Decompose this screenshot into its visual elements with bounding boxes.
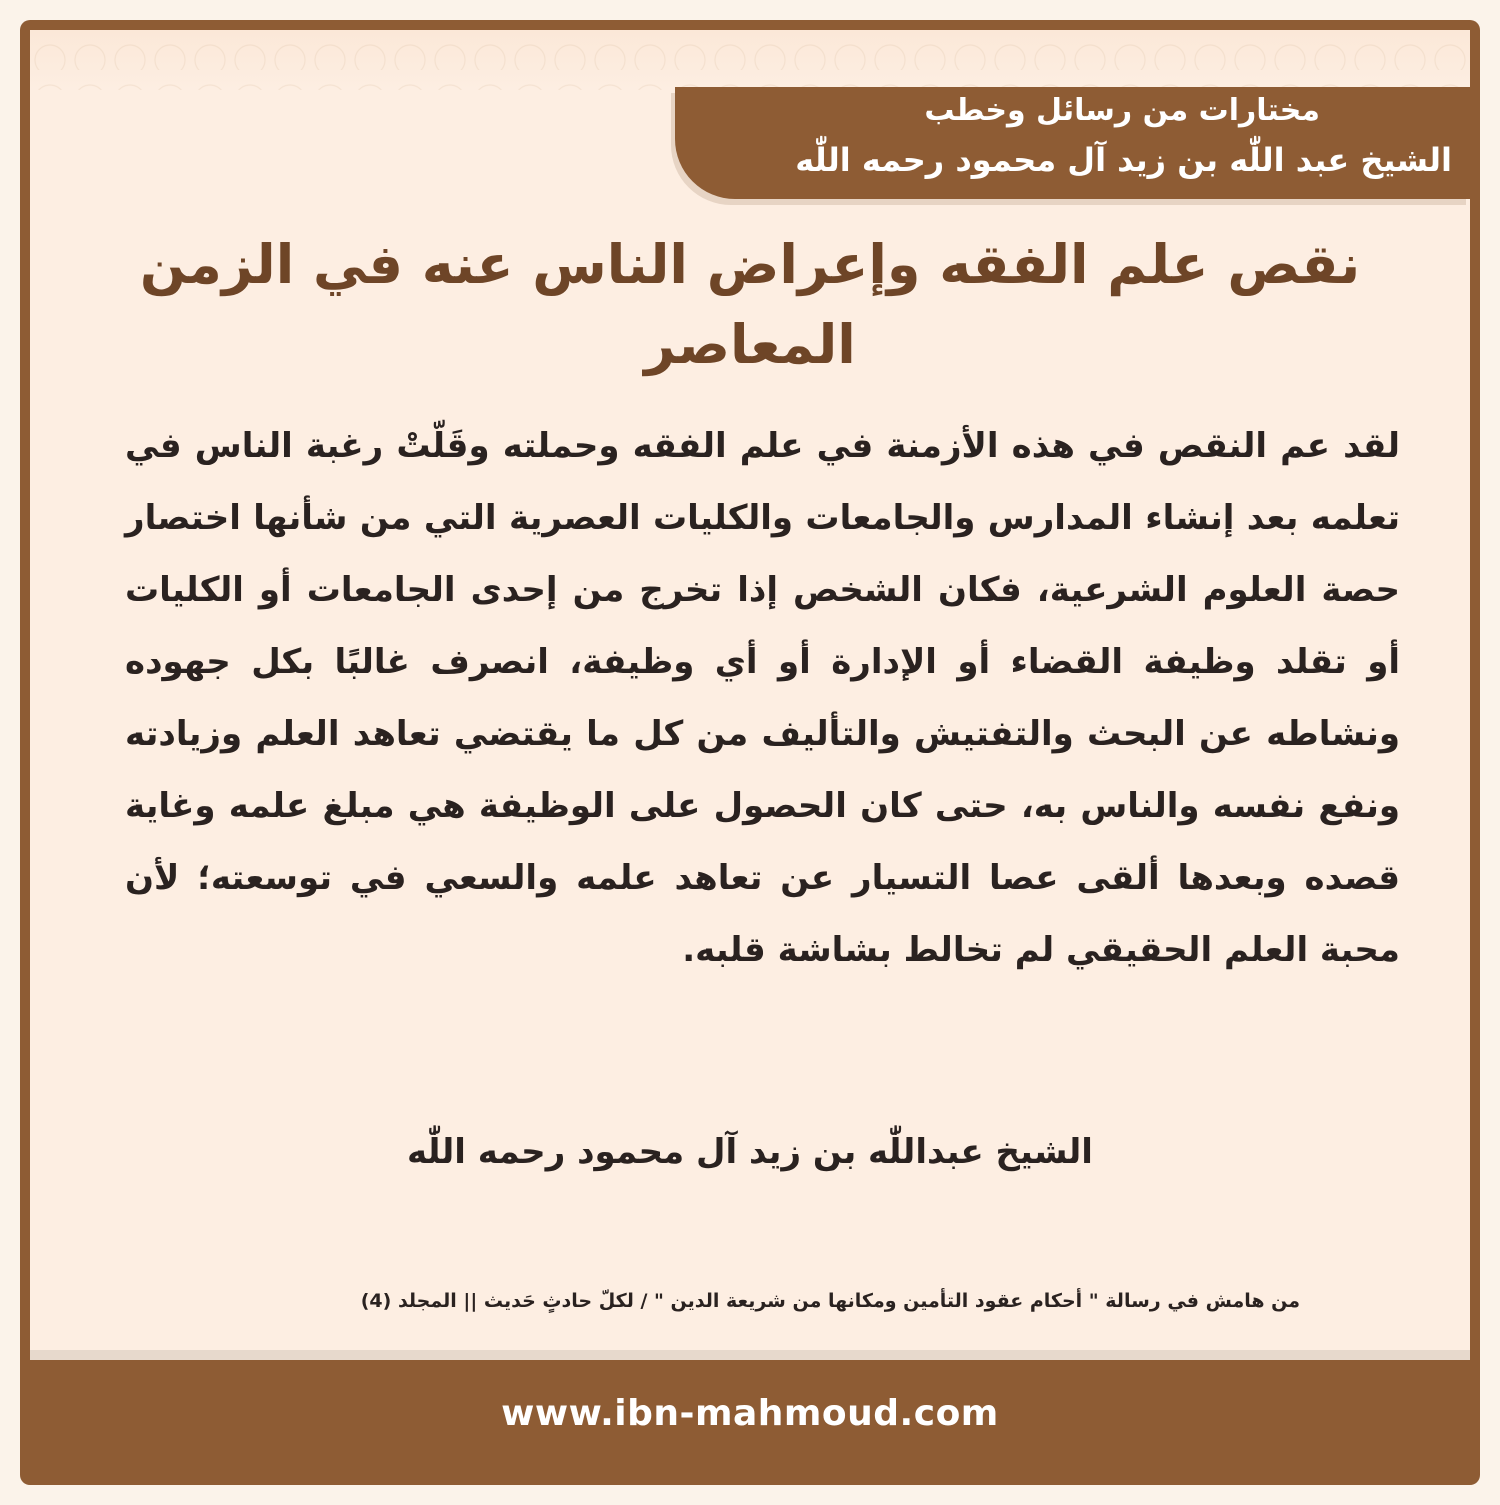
article-author: الشيخ عبداللّٰه بن زيد آل محمود رحمه اللّٰه xyxy=(407,1132,1093,1172)
header-banner xyxy=(675,87,1470,199)
series-title: مختارات من رسائل وخطب xyxy=(924,93,1320,128)
website-url: www.ibn-mahmoud.com xyxy=(501,1393,999,1434)
article-title: نقص علم الفقه وإعراض الناس عنه في الزمن المعاصر xyxy=(139,233,1361,376)
source-citation: من هامش في رسالة " أحكام عقود التأمين ومكانها من شريعة الدين " / لكلّ حادثٍ حَديث || المجلد (4) xyxy=(360,1290,1300,1312)
card-bottom-strip xyxy=(30,1350,1470,1360)
content-card xyxy=(30,30,1470,1360)
decorative-pattern xyxy=(30,30,1470,90)
series-author: الشيخ عبد اللّٰه بن زيد آل محمود رحمه اللّٰه xyxy=(795,141,1452,179)
article-body: لقد عم النقص في هذه الأزمنة في علم الفقه وحملته وقَلّتْ رغبة الناس في تعلمه بعد إنشاء المدارس والجامعات والكليات العصرية التي من شأنها اختصار حصة العلوم الشرعية، فكان الشخص إذا تخرج من إحدى الجامعات أو الكليات أو تقلد وظيفة القضاء أو الإدارة أو أي وظيفة، انصرف غالبًا بكل جهوده ونشاطه عن البحث والتفتيش والتأليف من كل ما يقتضي تعاهد العلم وزيادته ونفع نفسه والناس به، حتى كان الحصول على الوظيفة هي مبلغ علمه وغاية قصده وبعدها ألقى عصا التسيار عن تعاهد علمه والسعي في توسعته؛ لأن محبة العلم الحقيقي لم تخالط بشاشة قلبه. xyxy=(125,426,1400,970)
